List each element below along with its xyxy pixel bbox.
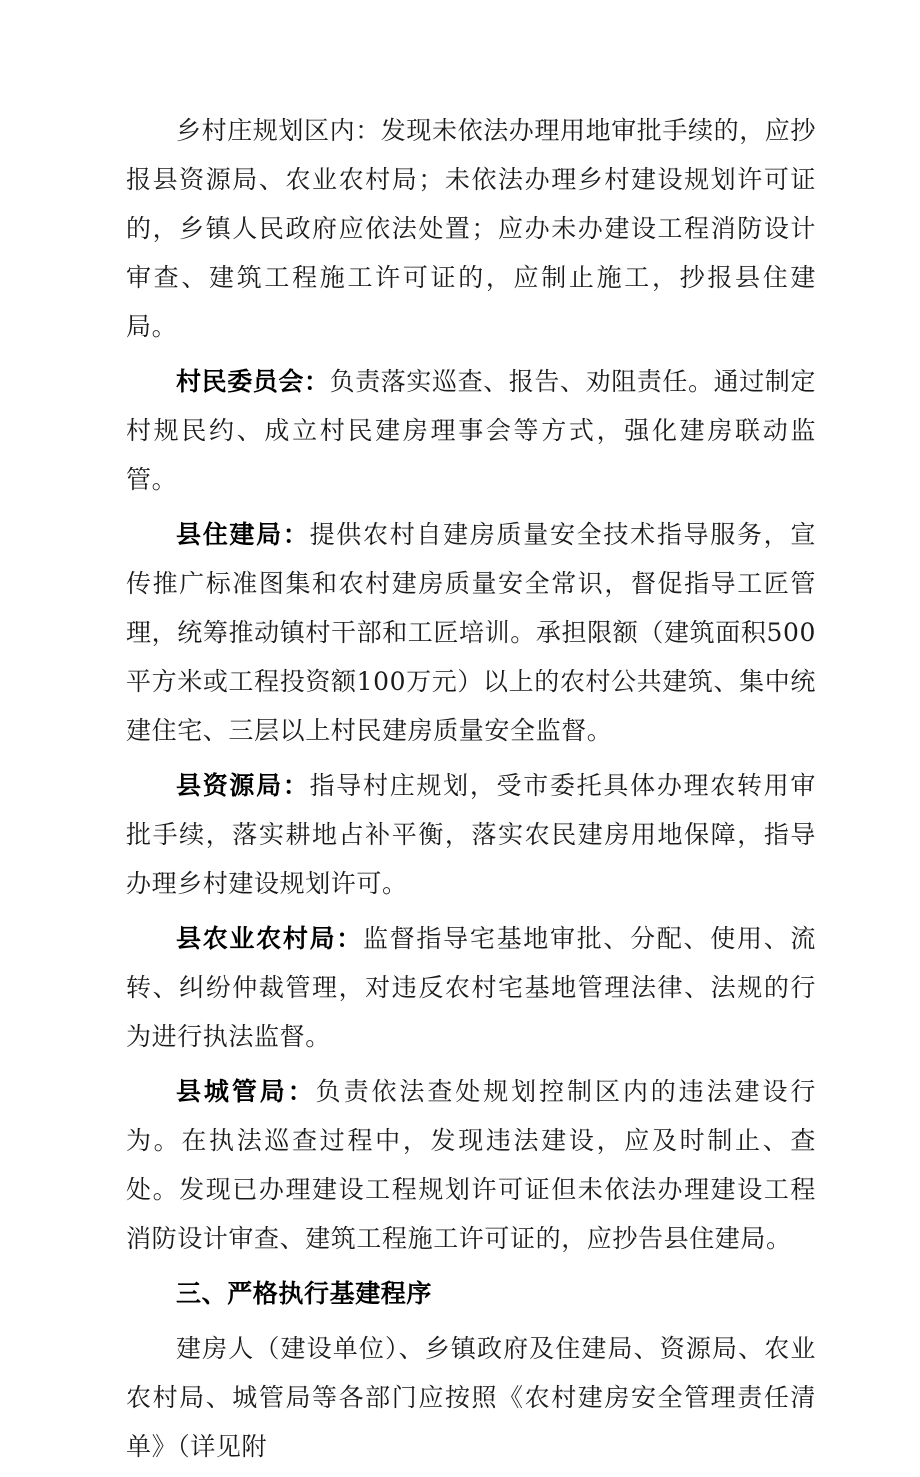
paragraph-text: 提供农村自建房质量安全技术指导服务，宣传推广标准图集和农村建房质量安全常识，督促指导工匠管理，统筹推动镇村干部和工匠培训。承担限额（建筑面积500平方米或工程投资额100万元）以上的农村公共建筑、集中统建住宅、三层以上村民建房质量安全监督。 xyxy=(126,520,816,745)
paragraph-text: 监督指导宅基地审批、分配、使用、流转、纠纷仲裁管理，对违反农村宅基地管理法律、法规的行为进行执法监督。 xyxy=(126,924,817,1051)
paragraph-township-planning xyxy=(126,106,816,351)
paragraph-lead: 县城管局： xyxy=(176,1077,316,1106)
paragraph-village-committee xyxy=(126,357,816,504)
paragraph-text: 指导村庄规划，受市委托具体办理农转用审批手续，落实耕地占补平衡，落实农民建房用地保障，指导办理乡村建设规划许可。 xyxy=(126,771,816,898)
paragraph-lead: 村民委员会： xyxy=(176,367,330,396)
paragraph-urban-management xyxy=(126,1067,816,1263)
paragraph-resources-bureau xyxy=(126,761,816,908)
paragraph-lead: 县住建局： xyxy=(176,520,310,549)
paragraph-final: 建房人（建设单位）、乡镇政府及住建局、资源局、农业农村局、城管局等各部门应按照《农村建房安全管理责任清单》（详见附 xyxy=(126,1334,816,1461)
section-heading: 三、严格执行基建程序 xyxy=(176,1279,433,1308)
paragraph-text: 乡村庄规划区内：发现未依法办理用地审批手续的，应抄报县资源局、农业农村局；未依法办理乡村建设规划许可证的，乡镇人民政府应依法处置；应办未办建设工程消防设计审查、建筑工程施工许可证的，应制止施工，抄报县住建局。 xyxy=(126,116,817,341)
paragraph-text: 负责落实巡查、报告、劝阻责任。通过制定村规民约、成立村民建房理事会等方式，强化建房联动监管。 xyxy=(126,367,817,494)
document-body xyxy=(126,106,816,1477)
paragraph-lead: 县资源局： xyxy=(176,771,310,800)
paragraph-housing-bureau xyxy=(126,510,816,755)
paragraph-text: 负责依法查处规划控制区内的违法建设行为。在执法巡查过程中，发现违法建设，应及时制止、查处。发现已办理建设工程规划许可证但未依法办理建设工程消防设计审查、建筑工程施工许可证的，应抄告县住建局。 xyxy=(126,1077,816,1253)
paragraph-lead: 县农业农村局： xyxy=(176,924,363,953)
paragraph-agriculture-bureau xyxy=(126,914,816,1061)
